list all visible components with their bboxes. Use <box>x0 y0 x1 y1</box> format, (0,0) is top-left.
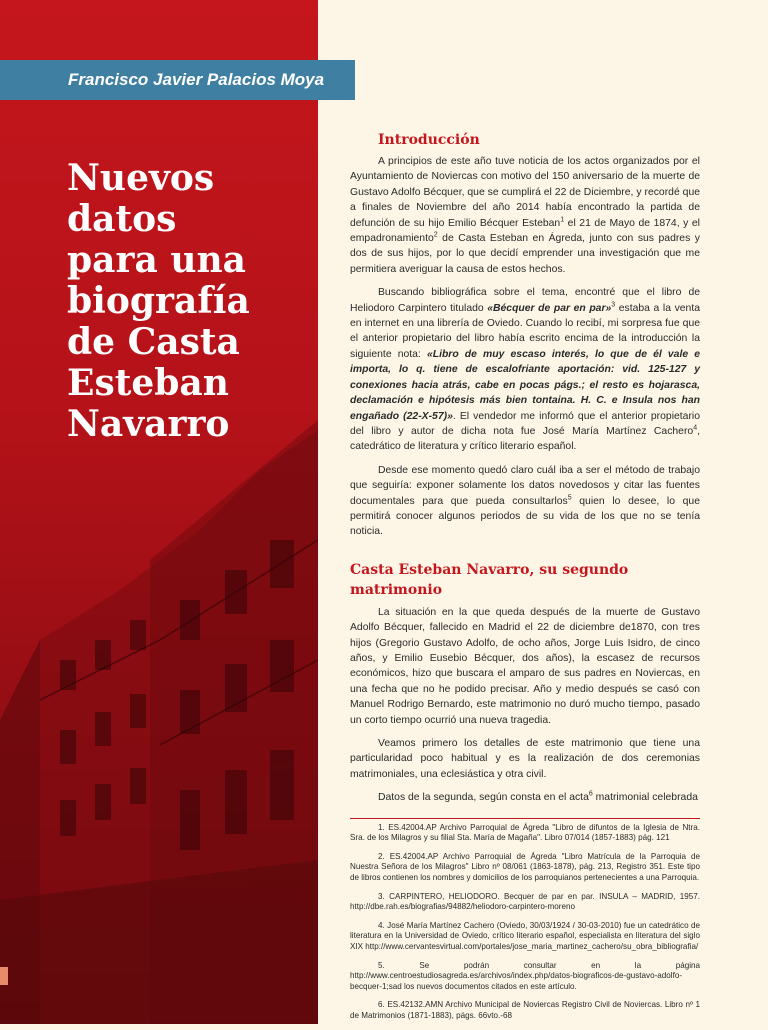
title-line: biografía <box>67 280 250 322</box>
footnote: 6. ES.42132.AMN Archivo Municipal de Noviercas Registro Civil de Noviercas. Libro nº 1 de Matrimonios (1871-1883), págs. 66vto.-68 <box>350 1000 700 1020</box>
intro-heading: Introducción <box>378 132 480 148</box>
title-line: de Casta <box>67 321 240 363</box>
title-line: Nuevos <box>67 157 215 199</box>
article-body <box>350 130 700 1030</box>
title-line: Navarro <box>67 403 230 445</box>
footnote: 1. ES.42004.AP Archivo Parroquial de Ágreda "Libro de difuntos de la Iglesia de Ntra. Sra. de los Milagros y su filial Sta. María de Magaña". Libro 07/014 (1857-1883) pág. 121 <box>350 822 700 843</box>
intro-paragraph-3: Desde ese momento quedó claro cuál iba a ser el método de trabajo que seguiría: exponer solamente los datos novedosos y citar las fuentes documentales para que pueda consultarlos$^5$ quien lo desee, lo que permitirá conocer algunos periodos de su vida de los que no se tenía noticia. <box>350 464 700 538</box>
section-paragraph-3: Datos de la segunda, según consta en el acta$^6$ matrimonial celebrada <box>378 790 698 804</box>
footnote-divider <box>350 818 700 819</box>
article-title <box>67 158 307 445</box>
building-photo <box>0 0 318 1024</box>
section-paragraph-1: La situación en la que queda después de la muerte de Gustavo Adolfo Bécquer, fallecido en Madrid el 22 de diciembre de1870, con tres hijos (Gregorio Gustavo Adolfo, de ocho años, Jorge Luis Isidro, de cinco años, y Emilio Eusebio Bécquer, dos años), la escasez de recursos económicos, hizo que buscara el amparo de sus padres en Noviercas, en una fecha que no he podido precisar. Año y medio después se casó con Manuel Rodrigo Bernardo, este matrimonio no duró mucho tiempo, pasado un corto tiempo ocurrió una nueva tragedia. <box>350 606 700 726</box>
intro-paragraph-2: Buscando bibliográfica sobre el tema, encontré que el libro de Heliodoro Carpintero titulado «Bécquer de par en par»$^3$ estaba a la venta en internet en una librería de Oviedo. Cuando lo recibí, mi sorpresa fue que el anterior propietario del libro había escrito encima de la introducción la siguiente nota: «Libro de muy escaso interés, lo que de él vale e importa, lo q. tiene de escalofriante aportación: vid. 125-127 y conexiones hacia atrás, cabe en pocas págs.; el resto es hojarasca, declamación e hipótesis más bien tontaina. H. C. e Insula nos han engañado (22-X-57)». El vendedor me informó que el anterior propietario del libro y autor de dicha nota fue José María Martínez Cachero$^4$, catedrático de literatura y crítico literario español. <box>350 287 701 453</box>
cover-photo-panel <box>0 0 318 1024</box>
intro-paragraph-1: A principios de este año tuve noticia de los actos organizados por el Ayuntamiento de Noviercas con motivo del 150 aniversario de la muerte de Gustavo Adolfo Bécquer, que se cumplirá el 22 de Diciembre, y recordé que a finales de Noviembre del año 2014 había encontrado la partida de defunción de su hijo Emilio Bécquer Esteban$^1$ el 21 de Mayo de 1874, y el empadronamiento$^2$ de Casta Esteban en Ágreda, junto con sus padres y dos de sus hijos, por lo que decidí emprender una investigación que me permitiera averiguar la causa de estos hechos. <box>350 156 700 275</box>
title-line: datos <box>67 198 177 240</box>
title-line: para una <box>67 239 246 281</box>
section-paragraph-2: Veamos primero los detalles de este matrimonio que tiene una particularidad poco habitual y es la realización de dos ceremonias matrimoniales, una eclesiástica y otra civil. <box>350 738 700 780</box>
title-line: Esteban <box>67 362 229 404</box>
footnote: 3. CARPINTERO, HELIODORO. Becquer de par en par. INSULA – MADRID, 1957. http://dbe.rah.es/biografias/94882/heliodoro-carpintero-moreno <box>350 891 700 912</box>
section-heading: Casta Esteban Navarro, su segundo matrimonio <box>350 561 629 598</box>
author-band: Francisco Javier Palacios Moya <box>0 60 355 100</box>
footnote: 5. Se podrán consultar en la página http://www.centroestudiosagreda.es/archivos/index.php/datos-biograficos-de-gustavo-adolfo-becquer-1;sad los nuevos documentos citados en este artículo. <box>350 960 700 991</box>
footnote: 4. José María Martínez Cachero (Oviedo, 30/03/1924 / 30-03-2010) fue un catedrático de literatura en la Universidad de Oviedo, crítico literario español, especialista en literatura del siglo XIX http://www.cervantesvirtual.com/portales/jose_maria_martinez_cachero/su_obra_bibliografia/ <box>350 920 700 951</box>
corner-mark <box>0 967 8 985</box>
footnote: 2. ES.42004.AP Archivo Parroquial de Ágreda "Libro Matrícula de la Parroquia de Nuestra Señora de los Milagros" Libro nº 08/061 (1863-1878), pág. 213, Registro 351. Este tipo de libros contienen los nombres y domicilios de los parroquianos pertenecientes a una Parroquia. <box>350 851 700 882</box>
